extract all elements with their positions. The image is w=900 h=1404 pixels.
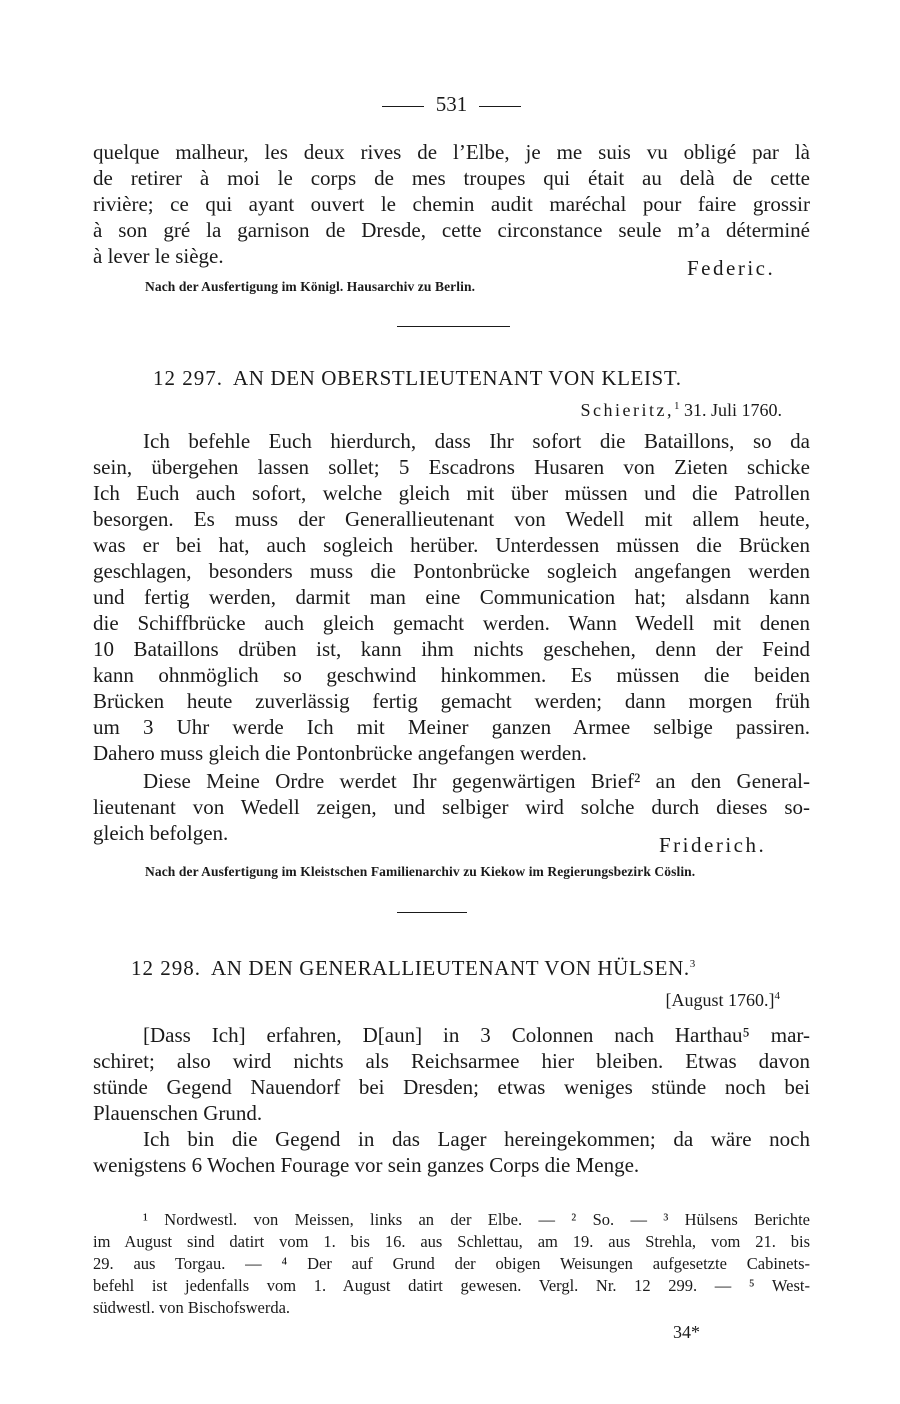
dateline-date: 31. Juli 1760. [683, 400, 782, 420]
footnote-line: 29. aus Torgau. — ⁴ Der auf Grund der obigen Weisungen aufgesetzte Cabinets- [93, 1254, 810, 1273]
dateline-12297 [581, 400, 783, 421]
paragraph-line: Ich bin die Gegend in das Lager hereingekommen; da wäre noch [143, 1127, 810, 1151]
signature-friderich: Friderich. [659, 833, 767, 857]
letter-title: AN DEN GENERALLIEUTENANT VON HÜLSEN. [211, 956, 690, 980]
signature-federic: Federic. [687, 256, 776, 280]
footnote-ref: 4 [774, 990, 780, 1002]
paragraph-line: wenigstens 6 Wochen Fourage vor sein ganzes Corps die Menge. [93, 1153, 640, 1177]
source-note: Nach der Ausfertigung im Königl. Hausarchiv zu Berlin. [145, 279, 476, 294]
letter-heading-12297 [153, 366, 870, 391]
paragraph-line: de retirer à moi le corps de mes troupes qui était au delà de cette [93, 166, 810, 190]
paragraph-line: quelque malheur, les deux rives de l’Elbe, je me suis vu obligé par là [93, 140, 810, 164]
paragraph-line: schiret; also wird nichts als Reichsarmee hier bleiben. Etwas davon [93, 1049, 810, 1073]
paragraph-line: Ich befehle Euch hierdurch, dass Ihr sofort die Bataillons, so da [143, 429, 810, 453]
paragraph-line: besorgen. Es muss der Generallieutenant von Wedell mit allem heute, [93, 507, 810, 531]
letter-number: 12 297. [153, 366, 223, 390]
page-number-text: 531 [435, 92, 468, 116]
letter-title: AN DEN OBERSTLIEUTENANT VON KLEIST. [233, 366, 682, 390]
page-number [93, 92, 810, 116]
paragraph-line: à lever le siège. [93, 244, 224, 268]
paragraph-line: Dahero muss gleich die Pontonbrücke angefangen werden. [93, 741, 587, 765]
paragraph-line: geschlagen, besonders muss die Pontonbrücke sogleich angefangen werden [93, 559, 810, 583]
paragraph-line: kann ohnmöglich so geschwind hinkommen. Es müssen die beiden [93, 663, 810, 687]
dateline-12298 [666, 990, 781, 1011]
dateline-date: [August 1760.] [665, 990, 775, 1010]
paragraph-line: Brücken heute zuverlässig fertig gemacht werden; dann morgen früh [93, 689, 810, 713]
paragraph-line: Plauenschen Grund. [93, 1101, 263, 1125]
paragraph-line: die Schiffbrücke auch gleich gemacht werden. Wann Wedell mit denen [93, 611, 810, 635]
footnote-line: im August sind datirt vom 1. bis 16. aus Schlettau, am 19. aus Strehla, vom 21. bis [93, 1232, 810, 1251]
paragraph-line: Ich Euch auch sofort, welche gleich mit über müssen und die Patrollen [93, 481, 810, 505]
paragraph-line: gleich befolgen. [93, 821, 229, 845]
footnote-ref: 3 [689, 958, 696, 970]
section-divider [397, 912, 467, 913]
paragraph-line: à son gré la garnison de Dresde, cette circonstance seule m’a déterminé [93, 218, 810, 242]
page-number-dash-right [479, 106, 521, 107]
paragraph-line: und fertig werden, darmit man eine Communication hat; alsdann kann [93, 585, 810, 609]
paragraph-line: stünde Gegend Nauendorf bei Dresden; etwas weniges stünde noch bei [93, 1075, 810, 1099]
paragraph-line: Diese Meine Ordre werdet Ihr gegenwärtigen Brief² an den General- [143, 769, 810, 793]
sheet-signature-mark: 34* [673, 1322, 700, 1342]
footnote-line: befehl ist jedenfalls vom 1. August datirt gewesen. Vergl. Nr. 12 299. — ⁵ West- [93, 1276, 810, 1295]
paragraph-line: rivière; ce qui ayant ouvert le chemin audit maréchal pour faire grossir [93, 192, 810, 216]
source-note: Nach der Ausfertigung im Kleistschen Familienarchiv zu Kiekow im Regierungsbezirk Cöslin. [145, 864, 696, 879]
paragraph-line: um 3 Uhr werde Ich mit Meiner ganzen Armee selbige passiren. [93, 715, 810, 739]
footnote-line: ¹ Nordwestl. von Meissen, links an der Elbe. — ² So. — ³ Hülsens Berichte [143, 1210, 810, 1229]
paragraph-line: was er bei hat, auch sogleich herüber. Unterdessen müssen die Brücken [93, 533, 810, 557]
letter-heading-12298 [131, 956, 848, 981]
page-number-dash-left [382, 106, 424, 107]
paragraph-line: lieutenant von Wedell zeigen, und selbiger wird solche durch dieses so- [93, 795, 810, 819]
letter-number: 12 298. [131, 956, 201, 980]
section-divider [397, 326, 510, 327]
dateline-place: Schieritz, [580, 400, 674, 420]
footnote-line: südwestl. von Bischofswerda. [93, 1298, 291, 1317]
paragraph-line: sein, übergehen lassen sollet; 5 Escadrons Husaren von Zieten schicke [93, 455, 810, 479]
paragraph-line: 10 Bataillons drüben ist, kann ihm nichts geschehen, denn der Feind [93, 637, 810, 661]
paragraph-line: [Dass Ich] erfahren, D[aun] in 3 Colonnen nach Harthau⁵ mar- [143, 1023, 810, 1047]
footnote-ref: 1 [673, 400, 680, 412]
